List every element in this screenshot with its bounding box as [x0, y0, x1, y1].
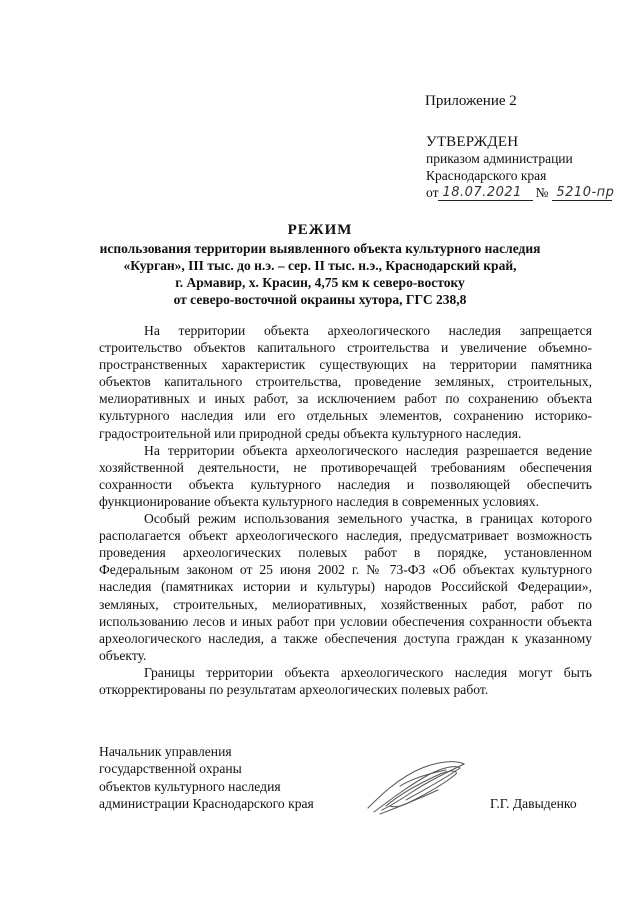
subtitle-line-4: от северо-восточной окраины хутора, ГГС 238,8: [173, 292, 467, 307]
approved-label: УТВЕРЖДЕН: [426, 134, 519, 150]
date-field: [438, 184, 533, 201]
handwritten-signature: [360, 756, 470, 823]
subtitle-line-2: «Курган», III тыс. до н.э. – сер. II тыс. н.э., Краснодарский край,: [123, 258, 517, 273]
handwritten-number: 5210-пр: [556, 185, 615, 200]
subtitle-line-1: использования территории выявленного объекта культурного наследия: [99, 241, 541, 256]
order-line-2: Краснодарского края: [426, 168, 547, 183]
document-title: РЕЖИМ: [287, 222, 353, 238]
paragraph-boundaries: Границы территории объекта археологического наследия могут быть откорректированы по результатам археологических полевых работ.: [99, 664, 592, 697]
number-field: [552, 184, 615, 201]
date-prefix: от: [426, 185, 439, 200]
handwritten-date: 18.07.2021: [442, 185, 522, 200]
signature-scribble-icon: [360, 756, 470, 818]
document-body: [99, 322, 592, 698]
position-line-4: администрации Краснодарского края: [99, 795, 314, 811]
position-line-3: объектов культурного наследия: [99, 778, 281, 794]
position-line-1: Начальник управления: [99, 744, 232, 759]
order-line-1: приказом администрации: [426, 151, 573, 166]
signatory-name: Г.Г. Давыденко: [490, 796, 577, 811]
subtitle-line-3: г. Армавир, х. Красин, 4,75 км к северо-востоку: [175, 275, 465, 290]
paragraph-prohibitions: На территории объекта археологического наследия запрещается строительство объектов капитального строительства и увеличение объемно-пространственных характеристик существующих на территории памятника объектов капитального строительства, проведение земляных, строительных, мелиоративных и иных работ, за исключением работ по сохранению объекта культурного наследия или его отдельных элементов, сохранению историко-градостроительной или природной среды объекта культурного наследия.: [99, 323, 592, 441]
paragraph-permissions: На территории объекта археологического наследия разрешается ведение хозяйственной деятельности, не противоречащей требованиям обеспечения сохранности объекта культурного наследия и позволяющей обеспечить функционирование объекта культурного наследия в современных условиях.: [99, 442, 592, 509]
number-sign: №: [535, 185, 549, 200]
order-date-line: [426, 184, 615, 201]
signatory-position: [99, 743, 314, 812]
appendix-label: Приложение 2: [425, 93, 517, 109]
paragraph-special-regime: Особый режим использования земельного участка, в границах которого располагается объект археологического наследия, предусматривает возможность проведения археологических полевых работ в порядке, установленном Федеральным законом от 25 июня 2002 г. № 73-ФЗ «Об объектах культурного наследия (памятниках истории и культуры) народов Российской Федерации», земляных, строительных, мелиоративных, хозяйственных работ, работ по использованию лесов и иных работ при условии обеспечения сохранности объекта археологического наследия, а также обеспечения доступа граждан к указанному объекту.: [99, 511, 592, 663]
position-line-2: государственной охраны: [99, 761, 242, 777]
